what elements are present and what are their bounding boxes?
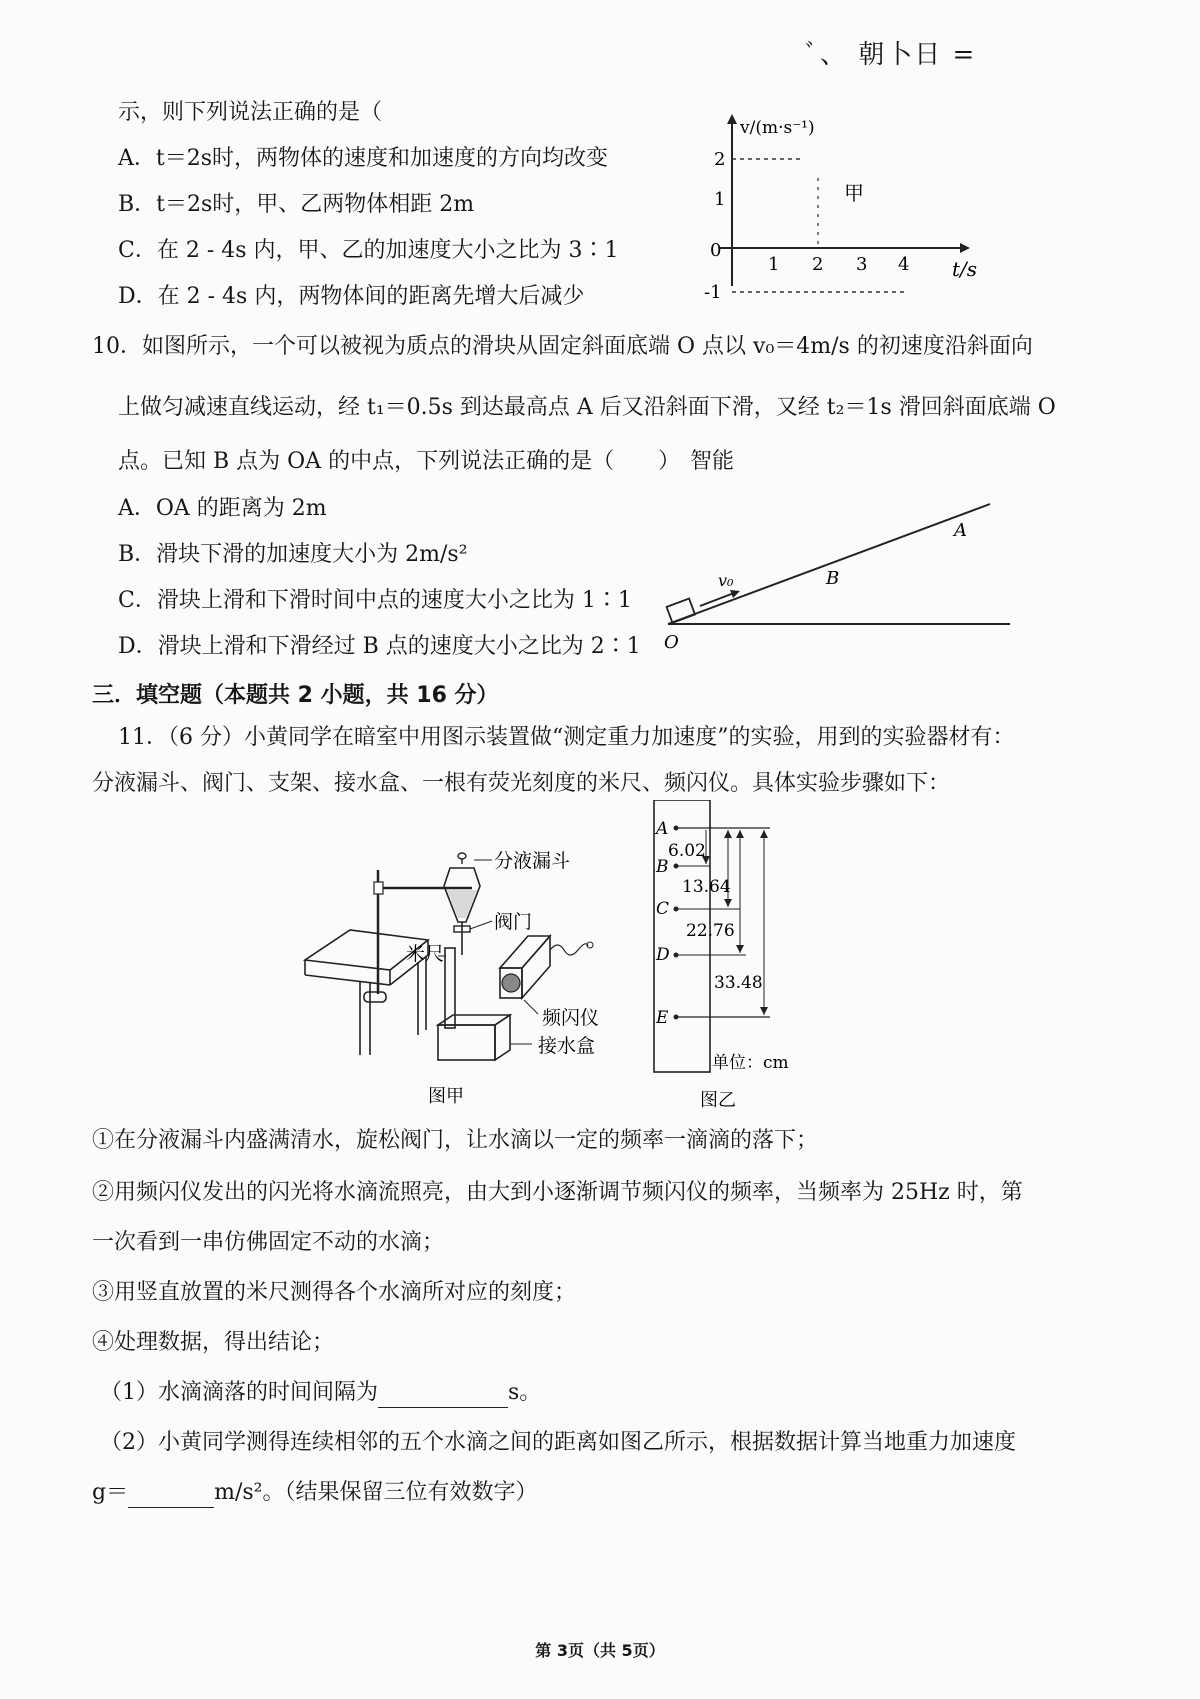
y-tick-neg1: -1 [704,282,722,303]
q11-step-2: ②用频闪仪发出的闪光将水滴流照亮，由大到小逐渐调节频闪仪的频率，当频率为 25Hz 时，第 [92,1180,1023,1205]
y-axis-arrow [727,114,737,124]
q11-step-4: ④处理数据，得出结论； [92,1330,335,1355]
incline-line [668,504,990,624]
dist-AD: 22.76 [686,921,735,941]
x-tick-2: 2 [812,254,824,275]
x-tick-1: 1 [768,254,780,275]
page-footer: 第 3页（共 5页） [535,1641,665,1660]
q11-sub1-suffix: s。 [508,1380,542,1405]
label-O: O [664,632,679,653]
q11-sub2-prefix: g＝ [92,1480,129,1505]
x-axis-arrow [960,243,970,253]
velocity-arrow [700,593,734,606]
point-E: E [656,1008,669,1028]
q11-line2: 分液漏斗、阀门、支架、接水盒、一根有荧光刻度的米尺、频闪仪。具体实验步骤如下： [92,771,951,796]
x-tick-4: 4 [898,254,910,275]
point-A: A [656,819,669,839]
point-D: D [656,945,670,965]
point-C: C [656,899,670,919]
q10-line1: 10．如图所示，一个可以被视为质点的滑块从固定斜面底端 O 点以 v₀＝4m/s 的初速度沿斜面向 [92,334,1033,359]
fig-jia-apparatus [300,830,640,1110]
fig-yi-strip [640,800,820,1110]
q10-option-d: D．滑块上滑和下滑经过 B 点的速度大小之比为 2∶1 [118,634,641,659]
q10-line2: 上做匀减速直线运动，经 t₁＝0.5s 到达最高点 A 后又沿斜面下滑，又经 t₂＝1s 滑回斜面底端 O [118,395,1056,420]
q10-option-a: A．OA 的距离为 2m [118,496,327,521]
q9-option-c: C．在 2 - 4s 内，甲、乙的加速度大小之比为 3∶1 [118,238,619,263]
q9-option-a: A．t＝2s时，两物体的速度和加速度的方向均改变 [118,146,609,171]
header-handwriting: ﾞ、 朝卜日 = [805,40,977,70]
curve-label-jia: 甲 [844,181,864,205]
q9-stem-tail: 示，则下列说法正确的是（ [118,100,383,125]
dist-AE: 33.48 [714,973,763,993]
q11-sub2-answer-blank[interactable] [128,1485,214,1508]
label-v0: v₀ [718,571,734,590]
caption-jia: 图甲 [428,1086,464,1107]
q11-sub2-suffix: m/s²。（结果保留三位有效数字） [214,1480,538,1505]
q11-line1: 11．（6 分）小黄同学在暗室中用图示装置做“测定重力加速度”的实验，用到的实验器材有： [118,725,1015,750]
q10-margin-note: 智能 [690,449,735,474]
x-tick-3: 3 [856,254,868,275]
q9-option-b: B．t＝2s时，甲、乙两物体相距 2m [118,192,475,217]
unit-label: 单位：cm [712,1053,789,1073]
label-B: B [826,568,840,589]
drop-A [674,826,679,831]
dist-AC: 13.64 [682,877,731,897]
y-tick-1: 1 [714,189,726,210]
q10-line3: 点。已知 B 点为 OA 的中点，下列说法正确的是（ ） [118,449,681,474]
q11-sub1-answer-blank[interactable] [378,1385,508,1408]
label-funnel: 分液漏斗 [494,850,571,872]
point-B: B [656,857,669,877]
q10-option-c: C．滑块上滑和下滑时间中点的速度大小之比为 1∶1 [118,588,632,613]
meter-ruler [445,948,455,1028]
q11-sub1 [100,1378,541,1408]
drop-E [674,1015,679,1020]
q11-step-3: ③用竖直放置的米尺测得各个水滴所对应的刻度； [92,1280,577,1305]
y-tick-2: 2 [714,149,726,170]
dist-AB: 6.02 [668,841,706,861]
y-tick-0: 0 [710,240,722,261]
label-A: A [954,520,967,541]
label-strobe: 频闪仪 [542,1007,600,1029]
q11-sub2-line1: （2）小黄同学测得连续相邻的五个水滴之间的距离如图乙所示，根据数据计算当地重力加速度 [100,1430,1017,1455]
label-box: 接水盒 [538,1035,596,1057]
water-box [438,1025,495,1060]
section-3-title: 三．填空题（本题共 2 小题，共 16 分） [92,683,499,708]
label-ruler: 米尺 [406,943,445,965]
q9-vt-graph [700,106,1000,306]
x-axis-label: t/s [952,257,978,281]
q11-sub1-prefix: （1）水滴滴落的时间间隔为 [100,1380,378,1405]
q11-sub2-line2 [92,1478,537,1508]
q11-step-1: ①在分液漏斗内盛满清水，旋松阀门，让水滴以一定的频率一滴滴的落下； [92,1128,819,1153]
slider-block [667,599,695,623]
q10-incline-figure [660,494,1020,664]
q10-option-b: B．滑块下滑的加速度大小为 2m/s² [118,542,468,567]
q11-step-2-cont: 一次看到一串仿佛固定不动的水滴； [92,1230,445,1255]
stand-base [364,992,386,1002]
caption-yi: 图乙 [700,1090,736,1110]
y-axis-label: v/(m·s⁻¹) [740,118,815,138]
label-valve: 阀门 [494,911,533,933]
q9-option-d: D．在 2 - 4s 内，两物体间的距离先增大后减少 [118,284,585,309]
